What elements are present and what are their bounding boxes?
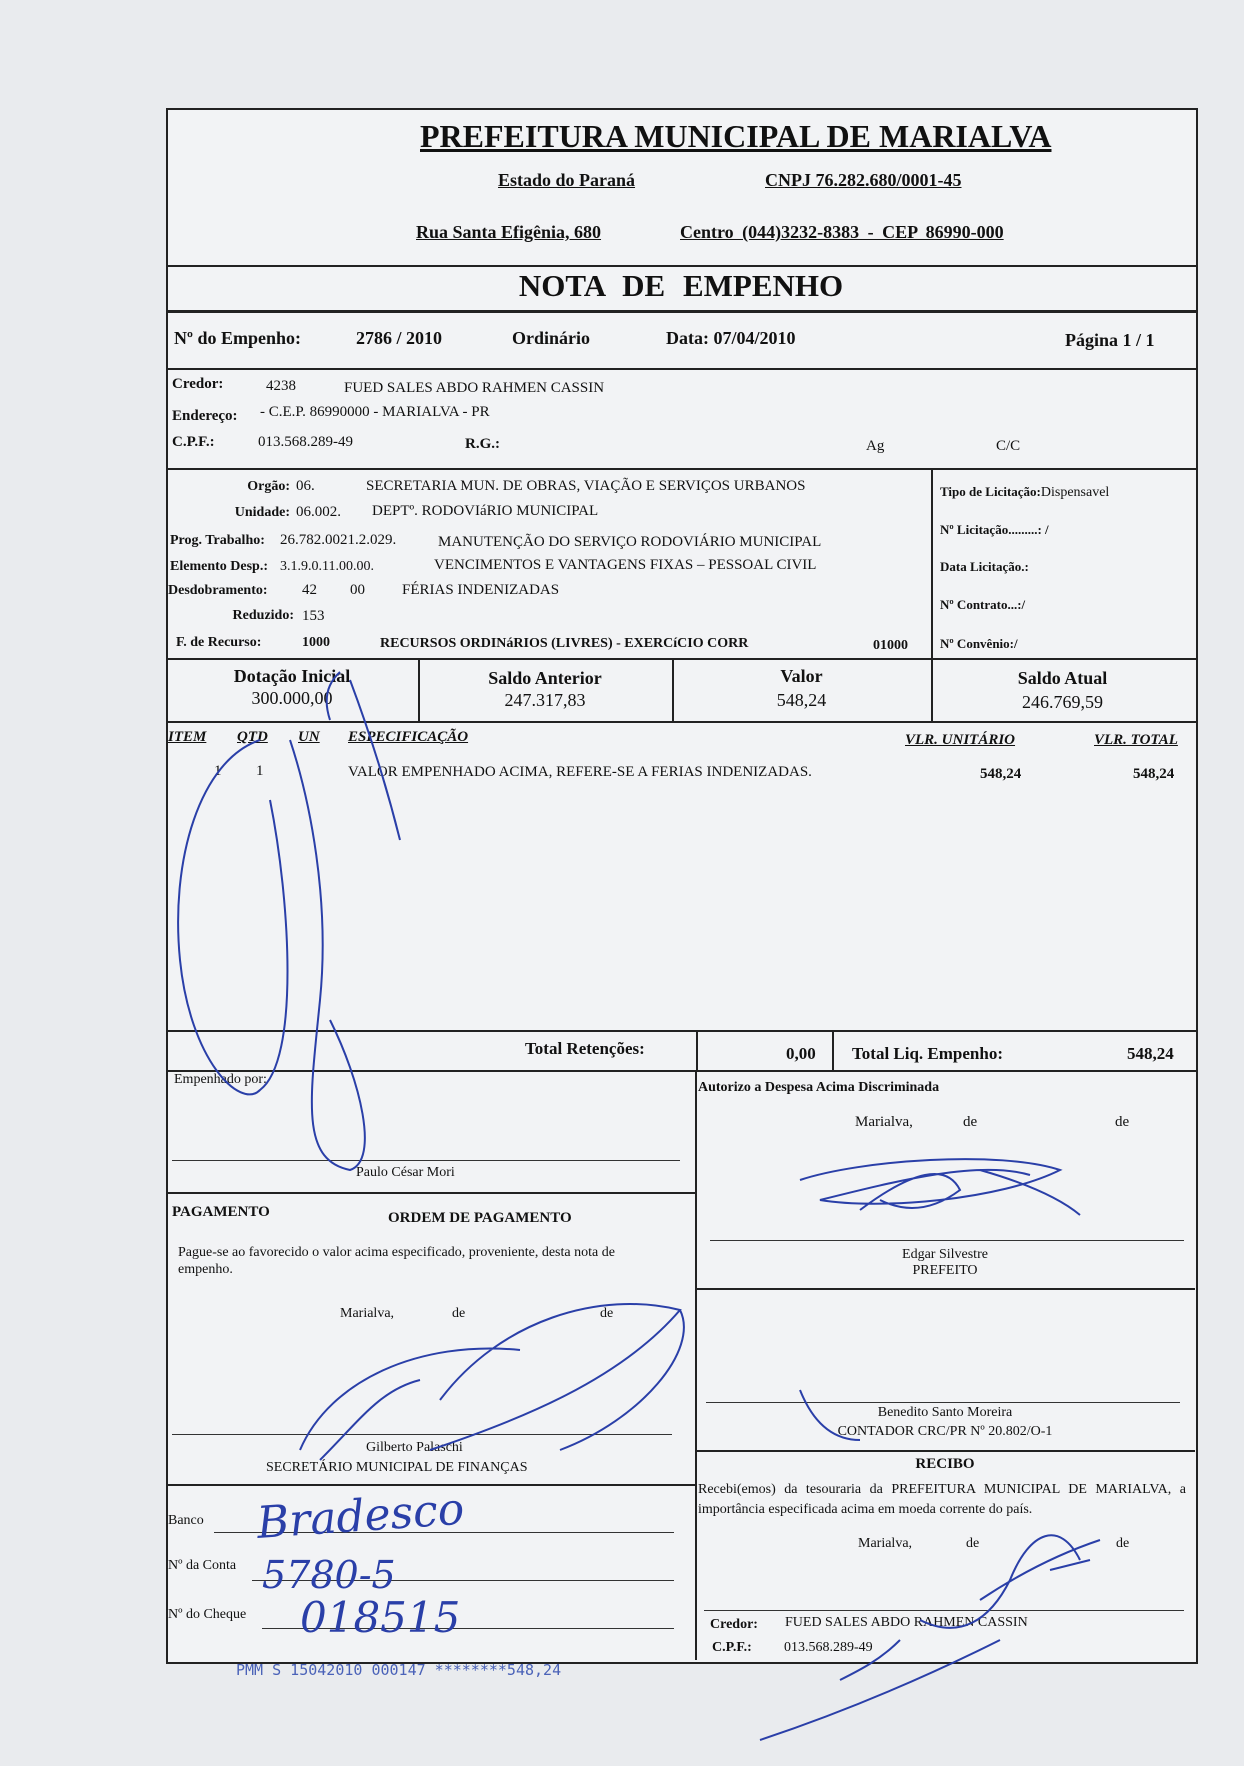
- desdobramento-label: Desdobramento:: [168, 583, 268, 598]
- elemento-label: Elemento Desp.:: [170, 559, 268, 574]
- page-number: Página 1 / 1: [1065, 330, 1155, 350]
- secretario-name: Gilberto Palaschi: [366, 1440, 463, 1455]
- prog-code: 26.782.0021.2.029.: [280, 532, 397, 548]
- empenhado-por-name: Paulo César Mori: [356, 1165, 455, 1180]
- secretario-role: SECRETÁRIO MUNICIPAL DE FINANÇAS: [266, 1460, 528, 1475]
- total-retencoes-value: 0,00: [786, 1044, 816, 1063]
- col-item: ITEM: [168, 729, 207, 745]
- contrato-number: Nº Contrato...:/: [940, 597, 1026, 612]
- reduzido-label: Reduzido:: [232, 608, 294, 623]
- address-value: - C.E.P. 86990000 - MARIALVA - PR: [260, 404, 490, 420]
- prog-value: MANUTENÇÃO DO SERVIÇO RODOVIÁRIO MUNICIPAL: [438, 534, 822, 550]
- col-un: UN: [298, 729, 320, 745]
- item-number: 1: [214, 763, 222, 779]
- saldo-atual-value: 246.769,59: [1022, 692, 1103, 712]
- ordem-pagamento-title: ORDEM DE PAGAMENTO: [388, 1210, 572, 1226]
- item-qty: 1: [256, 763, 264, 779]
- pagamento-de-1: de: [452, 1306, 466, 1321]
- document-title: NOTA DE EMPENHO: [518, 268, 844, 303]
- recibo-de-2: de: [1116, 1536, 1130, 1551]
- reduzido-value: 153: [302, 608, 325, 624]
- saldo-atual-label: Saldo Atual: [1017, 668, 1108, 688]
- rg-label: R.G.:: [465, 436, 500, 452]
- valor-label: Valor: [780, 666, 823, 686]
- recibo-cpf-label: C.P.F.:: [712, 1640, 752, 1655]
- empenho-number: 2786 / 2010: [356, 328, 443, 348]
- col-especificacao: ESPECIFICAÇÃO: [348, 729, 469, 745]
- prog-label: Prog. Trabalho:: [170, 533, 265, 548]
- orgao-value: SECRETARIA MUN. DE OBRAS, VIAÇÃO E SERVIÇOS URBANOS: [366, 478, 806, 494]
- licitacao-number: Nº Licitação.........: /: [940, 522, 1049, 537]
- recurso-label: F. de Recurso:: [176, 635, 262, 650]
- payment-stamp: PMM S 15042010 000147 ********548,24: [236, 1661, 562, 1679]
- recurso-code: 1000: [302, 635, 330, 650]
- address-label: Endereço:: [172, 408, 238, 424]
- orgao-code: 06.: [296, 478, 315, 494]
- pagamento-city: Marialva,: [340, 1306, 395, 1321]
- elemento-value: VENCIMENTOS E VANTAGENS FIXAS – PESSOAL CIVIL: [434, 557, 817, 573]
- empenho-number-label: Nº do Empenho:: [174, 328, 301, 348]
- item-total-price: 548,24: [1133, 766, 1175, 782]
- desdobramento-value: FÉRIAS INDENIZADAS: [402, 582, 560, 598]
- contact-label: Centro (044)3232-8383 - CEP 86990-000: [680, 222, 1004, 242]
- state-label: Estado do Paraná: [498, 170, 636, 190]
- desdobramento-sub: 00: [350, 582, 365, 598]
- unidade-value: DEPTº. RODOVIáRIO MUNICIPAL: [372, 503, 599, 519]
- empenho-type: Ordinário: [512, 328, 591, 348]
- handwritten-banco: Bradesco: [255, 1483, 466, 1549]
- credor-name: FUED SALES ABDO RAHMEN CASSIN: [344, 380, 605, 396]
- pagamento-title: PAGAMENTO: [172, 1204, 270, 1220]
- licitacao-date: Data Licitação.:: [940, 559, 1029, 574]
- handwritten-cheque: 018515: [300, 1593, 461, 1642]
- item-unit-price: 548,24: [980, 766, 1022, 782]
- empenhado-por-label: Empenhado por:: [174, 1072, 267, 1087]
- credor-code: 4238: [266, 378, 296, 394]
- unidade-label: Unidade:: [234, 505, 290, 520]
- desdobramento-code: 42: [302, 582, 317, 598]
- recibo-city: Marialva,: [858, 1536, 913, 1551]
- credor-label: Credor:: [172, 376, 224, 392]
- cpf-value: 013.568.289-49: [258, 434, 353, 450]
- recibo-credor-label: Credor:: [710, 1617, 758, 1632]
- item-description: VALOR EMPENHADO ACIMA, REFERE-SE A FERIAS INDENIZADAS.: [348, 764, 812, 780]
- col-unit-value: VLR. UNITÁRIO: [905, 732, 1016, 748]
- cpf-label: C.P.F.:: [172, 434, 215, 450]
- prefeitura-title: PREFEITURA MUNICIPAL DE MARIALVA: [420, 118, 1052, 154]
- col-total-value: VLR. TOTAL: [1094, 732, 1178, 748]
- banco-label: Banco: [168, 1513, 204, 1528]
- unidade-code: 06.002.: [296, 504, 341, 520]
- recurso-code-2: 01000: [873, 638, 908, 653]
- tipo-licitacao: Tipo de Licitação:Dispensavel: [940, 484, 1110, 500]
- recibo-credor-name: FUED SALES ABDO RAHMEN CASSIN: [785, 1615, 1028, 1630]
- saldo-anterior-label: Saldo Anterior: [488, 668, 602, 688]
- ag-label: Ag: [866, 438, 885, 454]
- recibo-title: RECIBO: [915, 1456, 975, 1472]
- total-liquido-label: Total Liq. Empenho:: [852, 1044, 1003, 1063]
- contador-role: CONTADOR CRC/PR Nº 20.802/O-1: [837, 1424, 1053, 1439]
- col-qtd: QTD: [237, 729, 268, 745]
- valor-value: 548,24: [776, 690, 827, 710]
- autorizo-label: Autorizo a Despesa Acima Discriminada: [698, 1080, 940, 1095]
- autorizo-de-1: de: [963, 1114, 978, 1130]
- total-retencoes-label: Total Retenções:: [525, 1039, 645, 1058]
- elemento-code: 3.1.9.0.11.00.00.: [280, 559, 374, 574]
- recibo-text: Recebi(emos) da tesouraria da PREFEITURA MUNICIPAL DE MARIALVA, a importância especificada acima em moeda corrente do país.: [698, 1482, 1186, 1517]
- street-label: Rua Santa Efigênia, 680: [416, 222, 602, 242]
- cc-label: C/C: [996, 438, 1021, 454]
- recibo-cpf-value: 013.568.289-49: [784, 1640, 873, 1655]
- pagamento-de-2: de: [600, 1306, 614, 1321]
- dotacao-inicial-value: 300.000,00: [251, 688, 333, 708]
- dotacao-inicial-label: Dotação Inicial: [233, 666, 351, 686]
- autorizo-city: Marialva,: [855, 1114, 913, 1130]
- convenio-number: Nº Convênio:/: [940, 636, 1018, 651]
- conta-label: Nº da Conta: [168, 1558, 237, 1573]
- saldo-anterior-value: 247.317,83: [504, 690, 586, 710]
- cheque-label: Nº do Cheque: [168, 1607, 247, 1622]
- prefeito-name: Edgar Silvestre: [902, 1247, 988, 1262]
- cnpj-label: CNPJ 76.282.680/0001-45: [765, 170, 962, 190]
- orgao-label: Orgão:: [247, 479, 290, 494]
- recurso-value: RECURSOS ORDINáRIOS (LIVRES) - EXERCíCIO CORR: [380, 636, 749, 651]
- handwritten-conta: 5780-5: [262, 1553, 396, 1597]
- total-liquido-value: 548,24: [1127, 1044, 1174, 1063]
- autorizo-de-2: de: [1115, 1114, 1130, 1130]
- recibo-de-1: de: [966, 1536, 980, 1551]
- pagamento-text: Pague-se ao favorecido o valor acima especificado, proveniente, desta nota de empenho.: [178, 1245, 615, 1277]
- contador-name: Benedito Santo Moreira: [877, 1405, 1013, 1420]
- prefeito-role: PREFEITO: [912, 1263, 978, 1278]
- empenho-date: Data: 07/04/2010: [666, 328, 796, 348]
